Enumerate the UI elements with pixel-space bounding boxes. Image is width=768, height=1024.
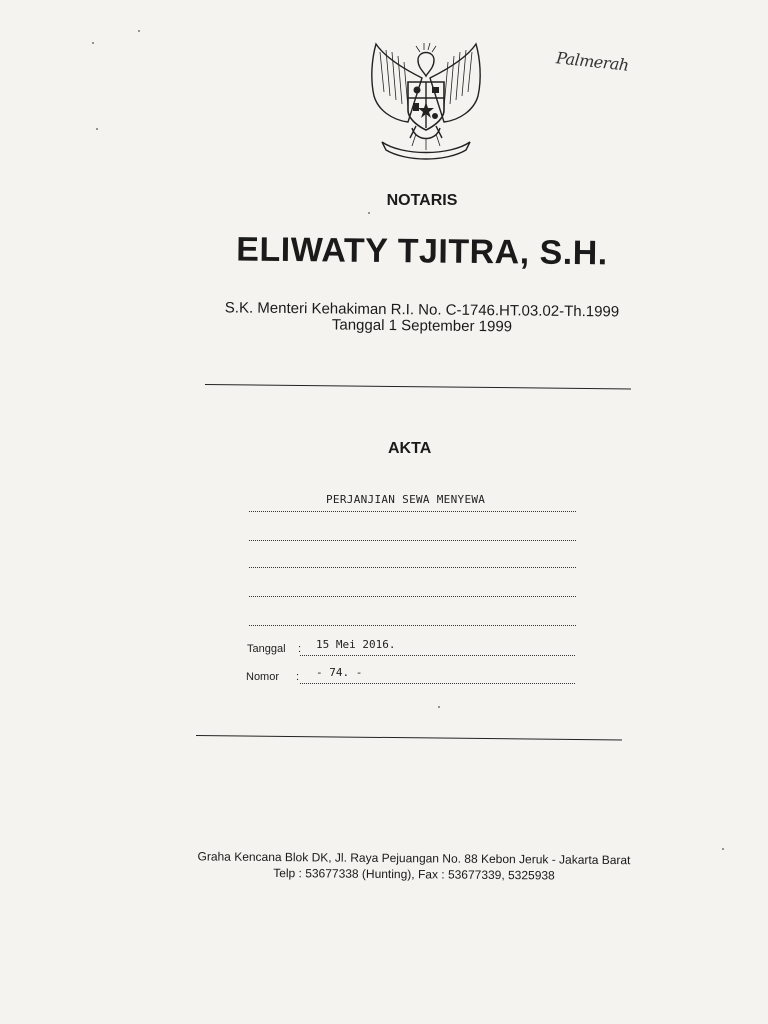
scan-speck bbox=[368, 212, 370, 214]
notary-title: NOTARIS bbox=[386, 192, 458, 209]
scan-speck bbox=[96, 128, 98, 130]
scan-speck bbox=[722, 848, 724, 850]
dotted-line bbox=[300, 683, 575, 684]
notary-name: ELIWATY TJITRA, S.H. bbox=[236, 230, 608, 273]
dotted-line bbox=[249, 596, 576, 597]
dotted-line bbox=[249, 540, 576, 541]
office-phone: Telp : 53677338 (Hunting), Fax : 53677339, 5325938 bbox=[273, 866, 555, 883]
date-colon: : bbox=[298, 643, 302, 655]
date-label: Tanggal bbox=[247, 643, 286, 655]
decree-date: Tanggal 1 September 1999 bbox=[331, 316, 513, 336]
office-address: Graha Kencana Blok DK, Jl. Raya Pejuangan No. 88 Kebon Jeruk - Jakarta Barat bbox=[197, 849, 631, 868]
scan-speck bbox=[438, 706, 440, 708]
number-label: Nomor bbox=[246, 671, 280, 683]
dotted-line bbox=[249, 567, 576, 568]
dotted-line bbox=[300, 655, 575, 656]
scan-speck bbox=[92, 42, 94, 44]
dotted-line bbox=[249, 625, 576, 626]
number-colon: : bbox=[296, 671, 300, 683]
deed-heading: AKTA bbox=[388, 440, 432, 457]
header-divider bbox=[205, 384, 631, 389]
handwritten-note: Palmerah bbox=[555, 48, 630, 75]
footer-divider bbox=[196, 735, 622, 740]
deed-subject: PERJANJIAN SEWA MENYEWA bbox=[326, 493, 486, 506]
decree-reference: S.K. Menteri Kehakiman R.I. No. C-1746.HT.03.02-Th.1999 bbox=[224, 299, 620, 321]
number-value: - 74. - bbox=[316, 666, 363, 679]
garuda-emblem-icon bbox=[362, 38, 490, 166]
dotted-line bbox=[249, 511, 576, 512]
date-value: 15 Mei 2016. bbox=[316, 638, 396, 651]
scan-speck bbox=[138, 30, 140, 32]
